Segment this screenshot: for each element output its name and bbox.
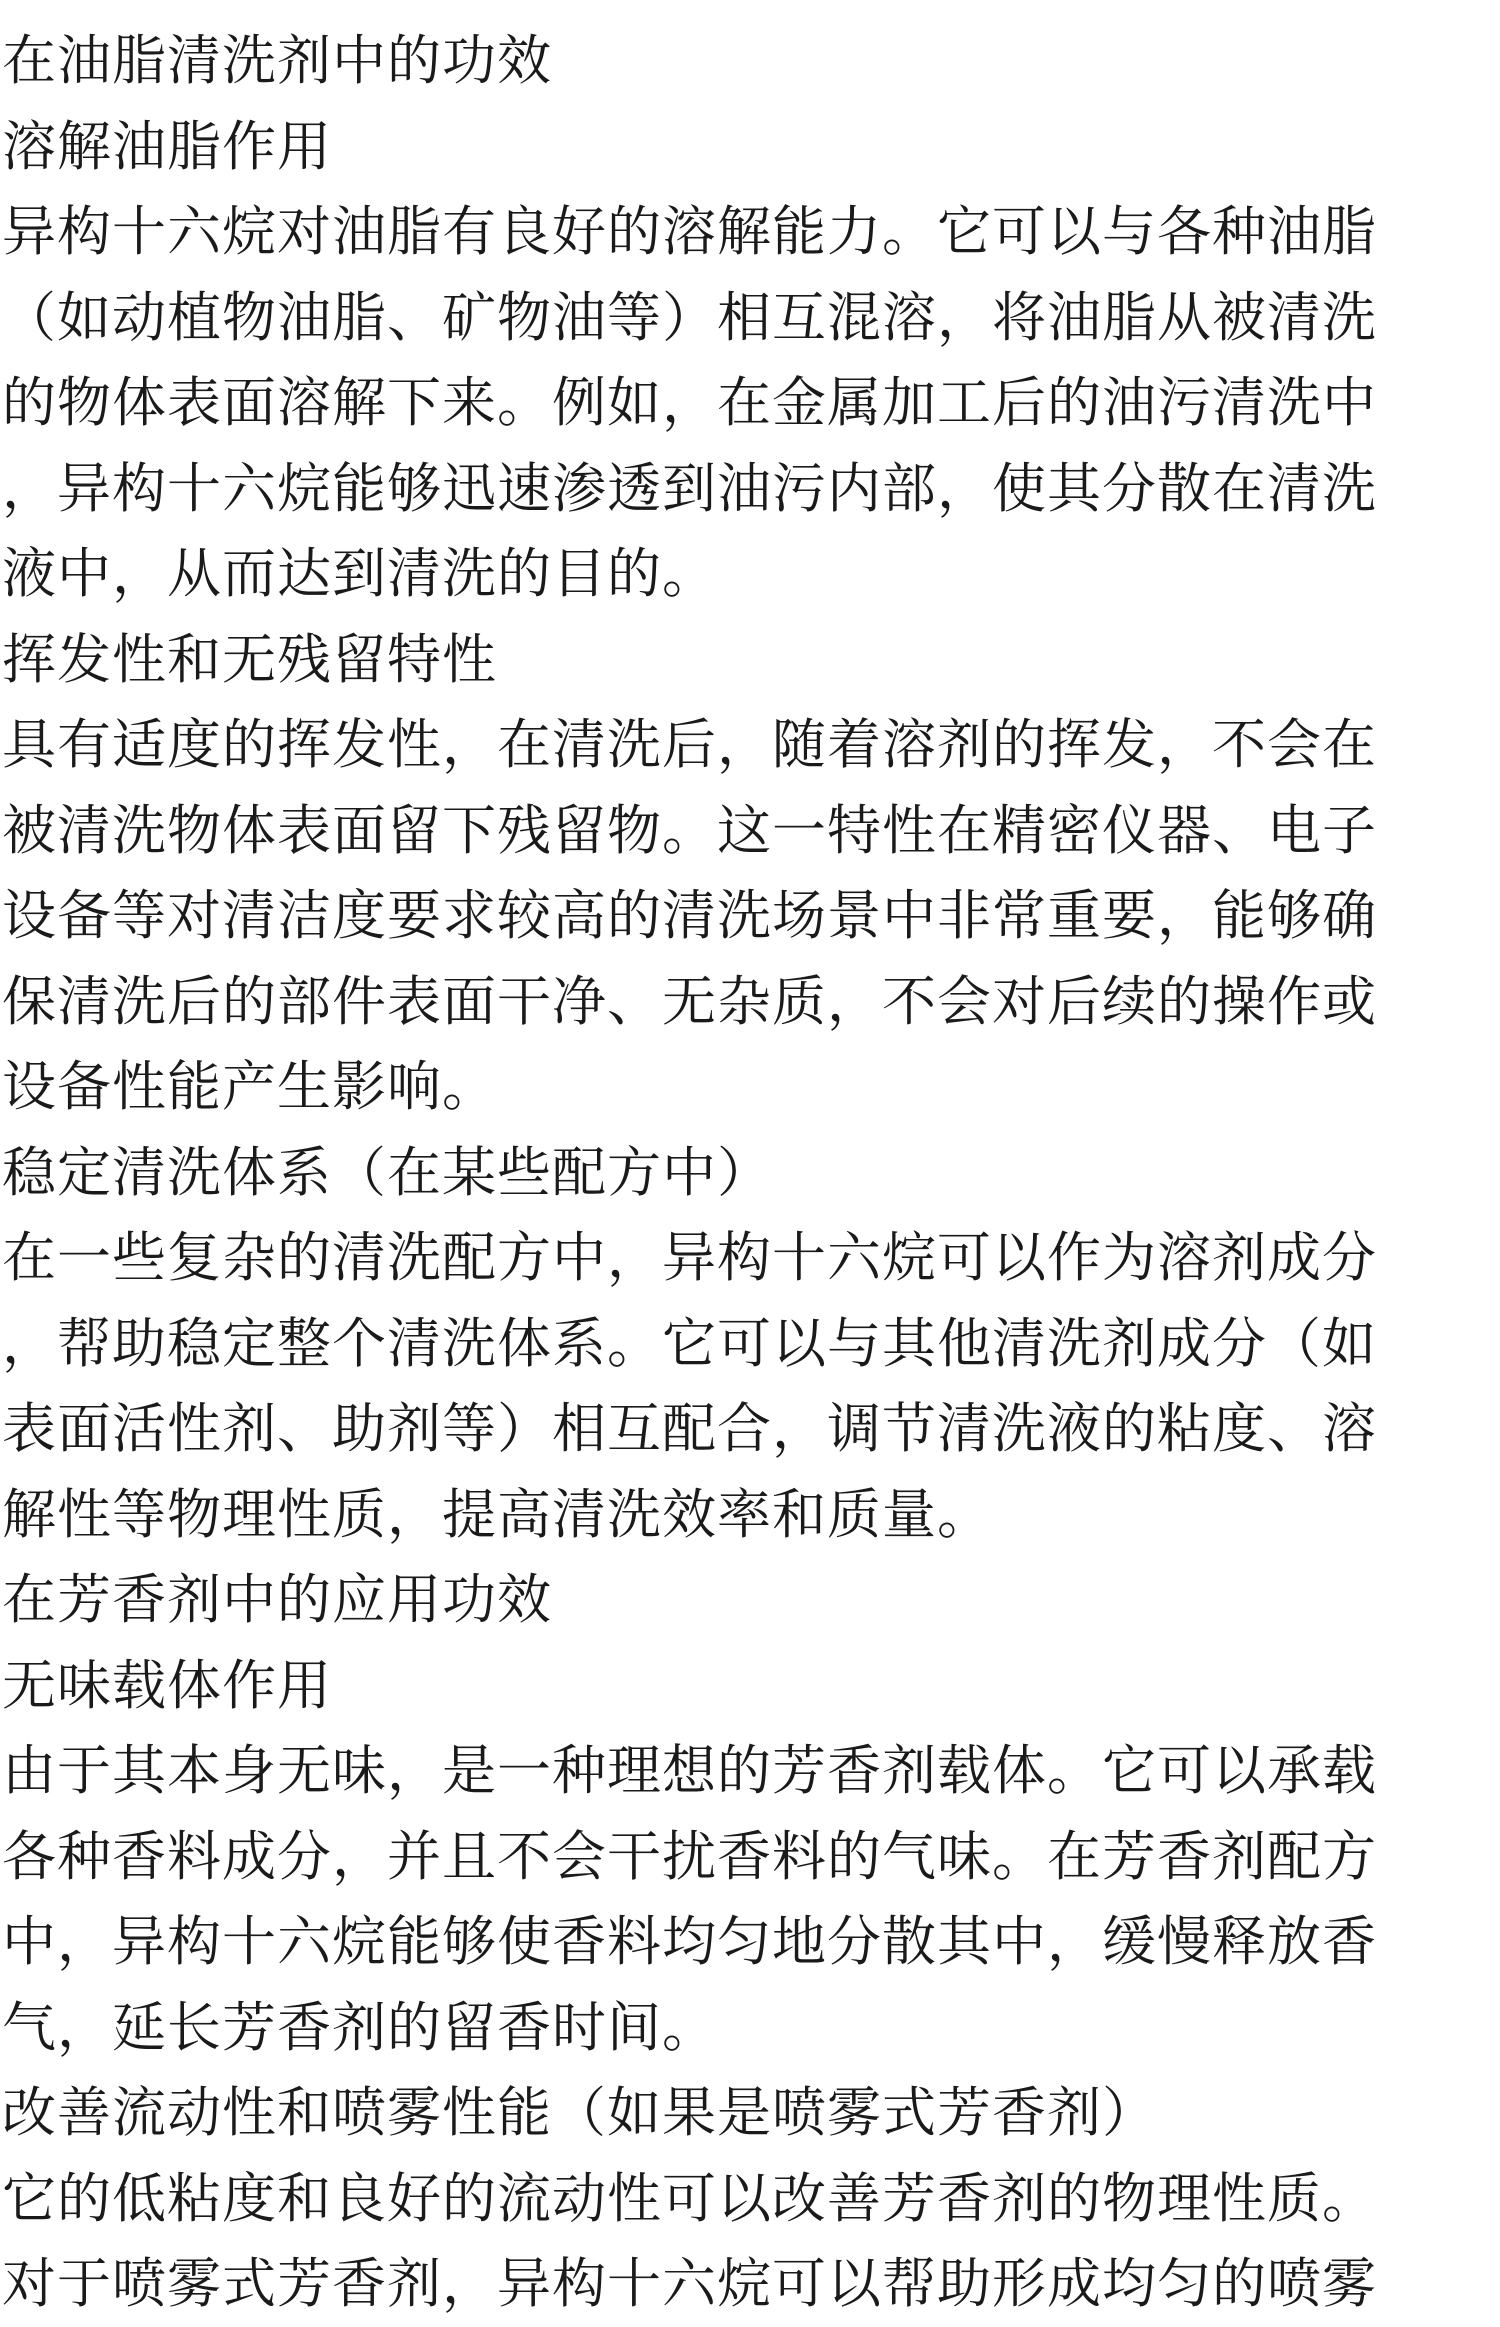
paragraph-line: 设备性能产生影响。 — [2, 1055, 497, 1118]
heading-line: 无味载体作用 — [2, 1653, 332, 1717]
paragraph-line: 表面活性剂、助剂等）相互配合，调节清洗液的粘度、溶 — [2, 1397, 1377, 1460]
paragraph-line: 具有适度的挥发性，在清洗后，随着溶剂的挥发，不会在 — [2, 713, 1377, 776]
paragraph — [2, 189, 1438, 617]
heading-line: 在油脂清洗剂中的功效 — [2, 29, 552, 92]
paragraph-line: 被清洗物体表面留下残留物。这一特性在精密仪器、电子 — [2, 798, 1377, 862]
paragraph — [2, 2156, 1438, 2327]
section-heading — [2, 104, 1438, 190]
paragraph-line: 各种香料成分，并且不会干扰香料的气味。在芳香剂配方 — [2, 1824, 1377, 1888]
paragraph-line: ，异构十六烷能够迅速渗透到油污内部，使其分散在清洗 — [2, 456, 1377, 520]
section-heading — [2, 18, 1438, 104]
heading-line: 改善流动性和喷雾性能（如果是喷雾式芳香剂） — [2, 2081, 1157, 2144]
heading-line: 溶解油脂作用 — [2, 114, 332, 178]
paragraph-line: （如动植物油脂、矿物油等）相互混溶，将油脂从被清洗 — [2, 285, 1377, 349]
paragraph-line: 它的低粘度和良好的流动性可以改善芳香剂的物理性质。 — [2, 2166, 1377, 2230]
paragraph-line: 的物体表面溶解下来。例如，在金属加工后的油污清洗中 — [2, 371, 1377, 434]
paragraph-line: ，帮助稳定整个清洗体系。它可以与其他清洗剂成分（如 — [2, 1311, 1377, 1375]
paragraph-line: 设备等对清洁度要求较高的清洗场景中非常重要，能够确 — [2, 884, 1377, 947]
paragraph — [2, 702, 1438, 1130]
paragraph-line: 液中，从而达到清洗的目的。 — [2, 542, 717, 605]
paragraph-line: 由于其本身无味，是一种理想的芳香剂载体。它可以承载 — [2, 1739, 1377, 1802]
paragraph-line: 在一些复杂的清洗配方中，异构十六烷可以作为溶剂成分 — [2, 1226, 1377, 1289]
paragraph-line: 中，异构十六烷能够使香料均匀地分散其中，缓慢释放香 — [2, 1910, 1377, 1973]
document-body — [2, 18, 1438, 2327]
section-heading — [2, 617, 1438, 703]
paragraph-line: 对于喷雾式芳香剂，异构十六烷可以帮助形成均匀的喷雾 — [2, 2252, 1377, 2315]
paragraph-line: 保清洗后的部件表面干净、无杂质，不会对后续的操作或 — [2, 969, 1377, 1033]
heading-line: 挥发性和无残留特性 — [2, 627, 497, 691]
section-heading — [2, 2070, 1438, 2156]
paragraph-line: 气，延长芳香剂的留香时间。 — [2, 1995, 717, 2059]
paragraph — [2, 1728, 1438, 2070]
paragraph-line: 异构十六烷对油脂有良好的溶解能力。它可以与各种油脂 — [2, 200, 1377, 263]
section-heading — [2, 1643, 1438, 1729]
paragraph-line: 解性等物理性质，提高清洗效率和质量。 — [2, 1482, 992, 1546]
paragraph — [2, 1215, 1438, 1557]
heading-line: 在芳香剂中的应用功效 — [2, 1568, 552, 1631]
section-heading — [2, 1130, 1438, 1216]
heading-line: 稳定清洗体系（在某些配方中） — [2, 1140, 772, 1204]
section-heading — [2, 1557, 1438, 1643]
